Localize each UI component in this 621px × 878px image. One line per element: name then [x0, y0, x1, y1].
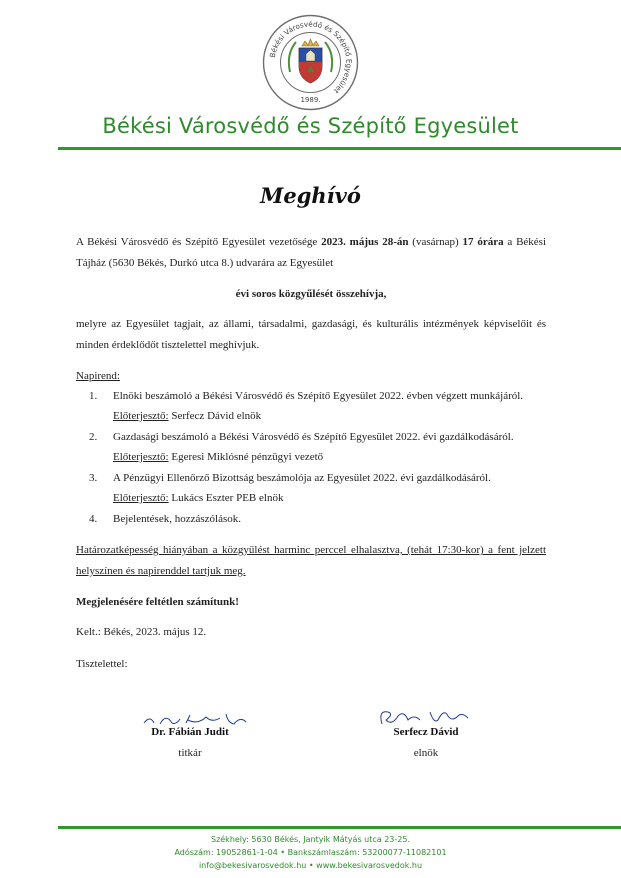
footer-seat: Székhely: 5630 Békés, Jantyik Mátyás utca 23-25.	[210, 835, 410, 844]
intro-paragraph	[76, 232, 546, 274]
agenda-presenter	[76, 407, 556, 425]
signatory-name-right: Serfecz Dávid	[393, 726, 459, 738]
signatory-role-right: elnök	[413, 747, 439, 759]
agenda-number: 4.	[89, 513, 98, 525]
agenda-presenter	[76, 489, 556, 507]
header-divider	[58, 147, 621, 150]
intro-text-3: a Békési Tájház (5630 Békés, Durkó utca 8.) udvarára az Egyesület	[76, 236, 547, 269]
meeting-time: 17 órára	[462, 236, 504, 248]
association-seal	[262, 14, 359, 111]
meeting-date: 2023. május 28-án	[321, 236, 409, 248]
agenda-heading: Napirend:	[76, 370, 120, 382]
signatory-role-left: titkár	[178, 747, 202, 759]
presenter-name: Serfecz Dávid elnök	[171, 410, 262, 422]
footer-divider	[58, 826, 621, 829]
agenda-number: 1.	[89, 390, 98, 402]
agenda-list	[76, 387, 556, 537]
quorum-notice: Határozatképesség hiányában a közgyűlést harminc perccel elhalasztva, (tehát 17:30-kor) a fent jelzett helyszínen és napirenddel tartjuk meg.	[76, 544, 546, 577]
closing-line	[76, 592, 546, 613]
signatory-name-left: Dr. Fábián Judit	[151, 726, 229, 738]
presenter-label: Előterjesztő:	[113, 410, 169, 422]
intro-text-1: A Békési Városvédő és Szépítő Egyesület vezetősége	[76, 236, 322, 248]
seal-year: 1989.	[300, 96, 321, 104]
seal-emblem-icon	[262, 14, 359, 111]
agenda-number: 2.	[89, 431, 98, 443]
presenter-label: Előterjesztő:	[113, 492, 169, 504]
meeting-subject	[76, 284, 546, 305]
agenda-item	[76, 510, 556, 528]
agenda-text: Bejelentések, hozzászólások.	[113, 513, 241, 525]
agenda-item	[76, 469, 556, 487]
subject-text: évi soros közgyűlését összehívja,	[235, 288, 387, 300]
agenda-presenter	[76, 448, 556, 466]
closing-text: Megjelenésére feltétlen számítunk!	[76, 596, 239, 608]
footer-contact[interactable]: info@bekesivarosvedok.hu • www.bekesivarosvedok.hu	[198, 861, 423, 870]
salutation: Tisztelettel:	[76, 658, 128, 670]
dated-line: Kelt.: Békés, 2023. május 12.	[76, 626, 207, 638]
presenter-name: Lukács Eszter PEB elnök	[171, 492, 284, 504]
presenter-name: Egeresi Miklósné pénzügyi vezető	[171, 451, 324, 463]
agenda-item	[76, 428, 556, 446]
agenda-item	[76, 387, 556, 405]
organization-name: Békési Városvédő és Szépítő Egyesület	[102, 114, 519, 138]
presenter-label: Előterjesztő:	[113, 451, 169, 463]
signature-right-scribble	[378, 706, 470, 728]
document-title: Meghívó	[260, 183, 361, 208]
agenda-number: 3.	[89, 472, 98, 484]
agenda-text: Elnöki beszámoló a Békési Városvédő és Szépítő Egyesület 2022. évben végzett munkájáról.	[113, 390, 524, 402]
agenda-text: Gazdasági beszámoló a Békési Városvédő és Szépítő Egyesület 2022. évi gazdálkodásáról.	[113, 431, 514, 443]
footer-bank: Adószám: 19052861-1-04 • Bankszámlaszám: 53200077-11082101	[174, 848, 447, 857]
invitees-paragraph: melyre az Egyesület tagjait, az állami, társadalmi, gazdasági, és kulturális intézmények képviselőit és minden érdeklődőt tisztelettel meghívjuk.	[76, 318, 546, 351]
agenda-text: A Pénzügyi Ellenőrző Bizottság beszámolója az Egyesület 2022. évi gazdálkodásáról.	[113, 472, 491, 484]
intro-text-2: (vasárnap)	[408, 236, 463, 248]
seal-ring-text: Békési Városvédő és Szépítő Egyesület	[267, 19, 354, 96]
